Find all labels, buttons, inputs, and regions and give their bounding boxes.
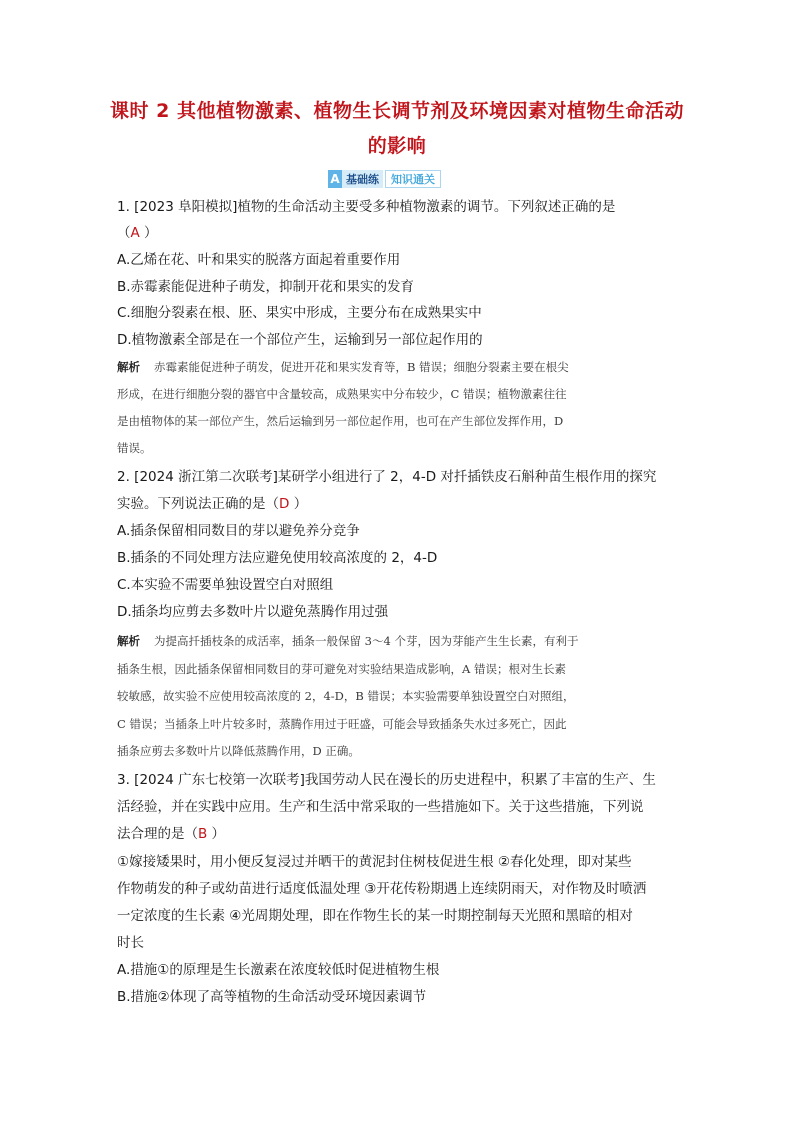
q3-stem: 3. [2024 广东七校第一次联考]我国劳动人民在漫长的历史进程中，积累了丰富的生产、生 [117,772,656,788]
lesson-title-line1: 课时 2 其他植物激素、植物生长调节剂及环境因素对植物生命活动 [110,100,684,122]
q1-option-a: A.乙烯在花、叶和果实的脱落方面起着重要作用 [117,252,401,268]
q3-measures-line: 作物萌发的种子或幼苗进行适度低温处理 ③开花传粉期遇上连续阴雨天，对作物及时喷洒 [117,881,647,897]
q2-option-c: C.本实验不需要单独设置空白对照组 [117,577,334,593]
q1-option-c: C.细胞分裂素在根、胚、果实中形成，主要分布在成熟果实中 [117,305,482,321]
q2-answer: D [279,496,290,512]
q3-measures-line: 时长 [117,935,144,951]
q2-option-b: B.插条的不同处理方法应避免使用较高浓度的 2，4-D [117,550,438,566]
q3-option-b: B.措施②体现了高等植物的生命活动受环境因素调节 [117,989,427,1005]
q2-option-d: D.插条均应剪去多数叶片以避免蒸腾作用过强 [117,604,389,620]
q3-measures-line: ①嫁接矮果时，用小便反复浸过并晒干的黄泥封住树枝促进生根 ②春化处理，即对某些 [117,854,632,870]
section-letter-badge: A [328,170,342,188]
q2-explanation-line: 解析 为提高扦插枝条的成活率，插条一般保留 3～4 个芽，因为芽能产生生长素，有利于 [117,634,579,648]
q1-paren-open: （ [117,225,131,241]
q2-stem-line2: 实验。下列说法正确的是（D ） [117,496,308,512]
q1-option-d: D.植物激素全部是在一个部位产生，运输到另一部位起作用的 [117,332,483,348]
q2-explanation-line: C 错误；当插条上叶片较多时，蒸腾作用过于旺盛，可能会导致插条失水过多死亡，因此 [117,717,567,731]
q2-explanation-line: 插条生根，因此插条保留相同数目的芽可避免对实验结果造成影响，A 错误；根对生长素 [117,662,566,676]
q1-option-b: B.赤霉素能促进种子萌发，抑制开花和果实的发育 [117,279,415,295]
section-banner [328,170,441,188]
q1-answer-line [117,224,158,242]
q1-stem: 1. [2023 阜阳模拟]植物的生命活动主要受多种植物激素的调节。下列叙述正确的是 [117,199,616,215]
q1-paren-close: ） [139,225,158,241]
q1-explanation-line: 错误。 [117,441,152,455]
section-label-basic: 基础练 [342,170,383,188]
q1-explanation-tag: 解析 [117,360,140,374]
q3-measures-line: 一定浓度的生长素 ④光周期处理，即在作物生长的某一时期控制每天光照和黑暗的相对 [117,908,633,924]
section-label-knowledge: 知识通关 [385,170,441,188]
q2-explanation-line: 较敏感，故实验不应使用较高浓度的 2，4-D，B 错误；本实验需要单独设置空白对照组， [117,689,575,703]
q2-option-a: A.插条保留相同数目的芽以避免养分竞争 [117,523,360,539]
q1-explanation-line: 解析 赤霉素能促进种子萌发，促进开花和果实发育等，B 错误；细胞分裂素主要在根尖 [117,360,569,374]
lesson-title-line2: 的影响 [367,135,427,157]
q1-explanation-line: 形成，在进行细胞分裂的器官中含量较高，成熟果实中分布较少，C 错误；植物激素往往 [117,387,567,401]
q2-stem: 2. [2024 浙江第二次联考]某研学小组进行了 2，4-D 对扦插铁皮石斛种苗生根作用的探究 [117,469,657,485]
q3-option-a: A.措施①的原理是生长激素在浓度较低时促进植物生根 [117,962,440,978]
q2-explanation-line: 插条应剪去多数叶片以降低蒸腾作用，D 正确。 [117,744,360,758]
q1-answer: A [130,225,140,241]
q3-stem-line3: 法合理的是（B ） [117,826,226,842]
q3-answer: B [198,826,208,842]
q3-stem: 活经验，并在实践中应用。生产和生活中常采取的一些措施如下。关于这些措施，下列说 [117,799,644,815]
q2-explanation-tag: 解析 [117,634,140,648]
q1-explanation-line: 是由植物体的某一部位产生，然后运输到另一部位起作用，也可在产生部位发挥作用，D [117,414,564,428]
